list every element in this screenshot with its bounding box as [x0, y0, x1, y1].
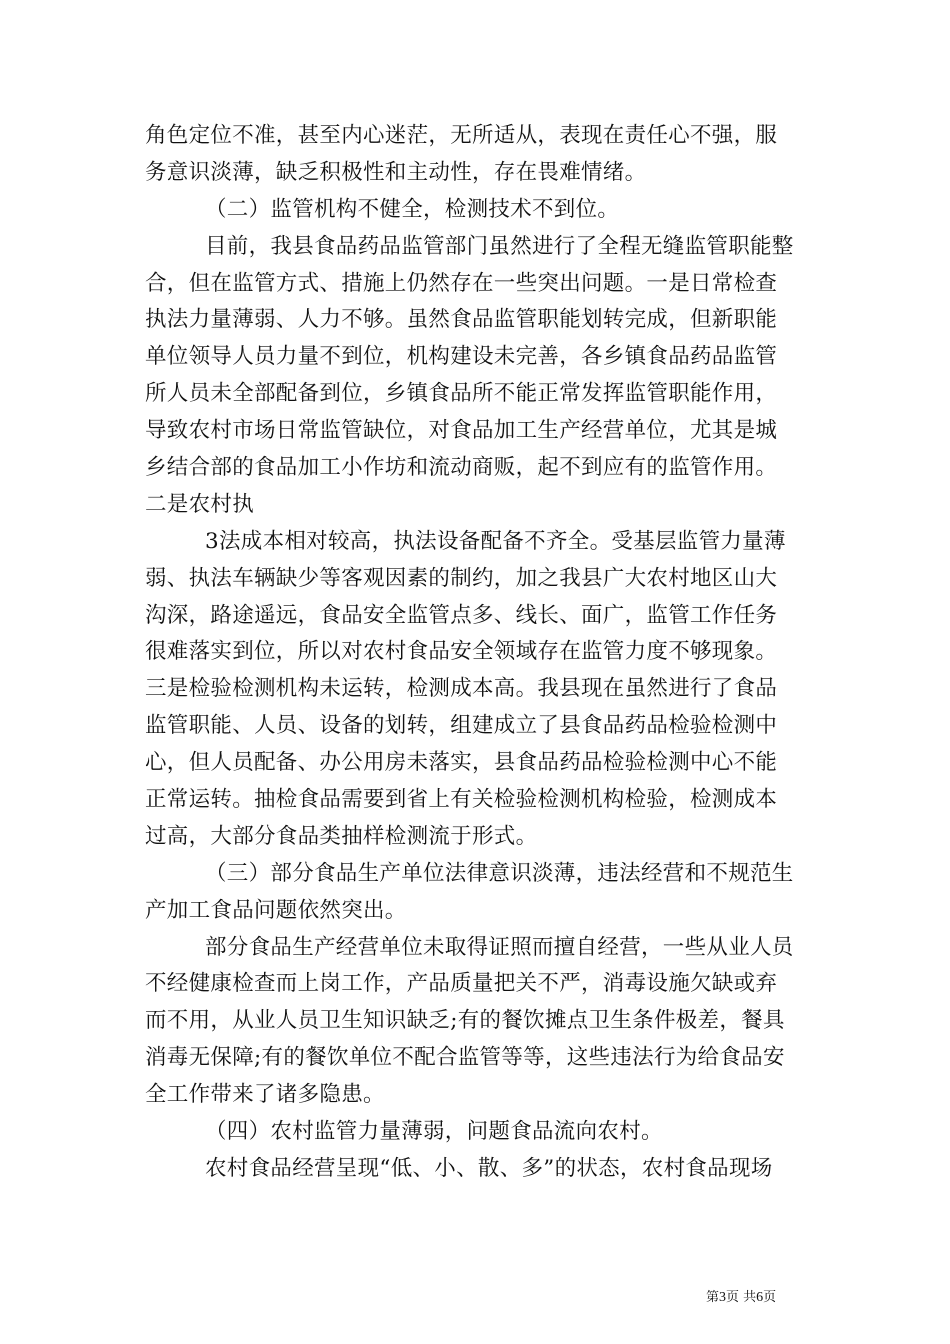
text-line: （四）农村监管力量薄弱，问题食品流向农村。 — [205, 1119, 663, 1145]
text-line: 二是农村执 — [145, 491, 255, 517]
total-pages-number: 6 — [756, 1290, 764, 1305]
text-line: 正常运转。抽检食品需要到省上有关检验检测机构检验，检测成本 — [145, 787, 778, 813]
text-line: 导致农村市场日常监管缺位，对食品加工生产经营单位，尤其是城 — [145, 418, 778, 444]
text-line: 角色定位不准，甚至内心迷茫，无所适从，表现在责任心不强，服 — [145, 123, 778, 148]
text-line: 产加工食品问题依然突出。 — [145, 897, 407, 923]
footer-prefix: 第 — [706, 1290, 720, 1305]
text-line: 消毒无保障;有的餐饮单位不配合监管等等，这些违法行为给食品安 — [145, 1045, 785, 1071]
current-page-number: 3 — [719, 1290, 727, 1305]
text-line: 务意识淡薄，缺乏积极性和主动性，存在畏难情绪。 — [145, 159, 647, 185]
text-line: 合，但在监管方式、措施上仍然存在一些突出问题。一是日常检查 — [145, 270, 778, 296]
text-line: 很难落实到位，所以对农村食品安全领域存在监管力度不够现象。 — [145, 639, 778, 665]
text-line: 过高，大部分食品类抽样检测流于形式。 — [145, 823, 538, 849]
text-line: 单位领导人员力量不到位，机构建设未完善，各乡镇食品药品监管 — [145, 344, 778, 370]
text-line: （三）部分食品生产单位法律意识淡薄，违法经营和不规范生 — [205, 860, 794, 886]
text-line: 部分食品生产经营单位未取得证照而擅自经营，一些从业人员 — [205, 934, 794, 960]
text-line: 弱、执法车辆缺少等客观因素的制约，加之我县广大农村地区山大 — [145, 565, 778, 591]
text-line: 执法力量薄弱、人力不够。虽然食品监管职能划转完成，但新职能 — [145, 307, 778, 333]
text-line: 而不用，从业人员卫生知识缺乏;有的餐饮摊点卫生条件极差，餐具 — [145, 1008, 785, 1034]
text-line: 沟深，路途遥远，食品安全监管点多、线长、面广，监管工作任务 — [145, 602, 778, 628]
page-footer — [706, 1290, 776, 1306]
text-line: 全工作带来了诸多隐患。 — [145, 1082, 385, 1108]
footer-suffix: 页 — [763, 1290, 777, 1305]
text-line: 三是检验检测机构未运转，检测成本高。我县现在虽然进行了食品 — [145, 676, 778, 702]
text-line: （二）监管机构不健全，检测技术不到位。 — [205, 196, 620, 222]
text-line: 目前，我县食品药品监管部门虽然进行了全程无缝监管职能整 — [205, 233, 794, 259]
text-line: 3法成本相对较高，执法设备配备不齐全。受基层监管力量薄 — [205, 528, 786, 554]
text-line: 所人员未全部配备到位，乡镇食品所不能正常发挥监管职能作用， — [145, 381, 778, 407]
text-line: 心，但人员配备、办公用房未落实，县食品药品检验检测中心不能 — [145, 750, 778, 776]
text-line: 不经健康检查而上岗工作，产品质量把关不严，消毒设施欠缺或弃 — [145, 971, 778, 997]
text-line: 乡结合部的食品加工小作坊和流动商贩，起不到应有的监管作用。 — [145, 455, 778, 481]
text-line: 农村食品经营呈现“低、小、散、多”的状态，农村食品现场 — [205, 1155, 773, 1181]
footer-middle: 页 共 — [726, 1290, 757, 1305]
text-line: 监管职能、人员、设备的划转，组建成立了县食品药品检验检测中 — [145, 713, 778, 739]
body-text — [145, 118, 810, 1188]
